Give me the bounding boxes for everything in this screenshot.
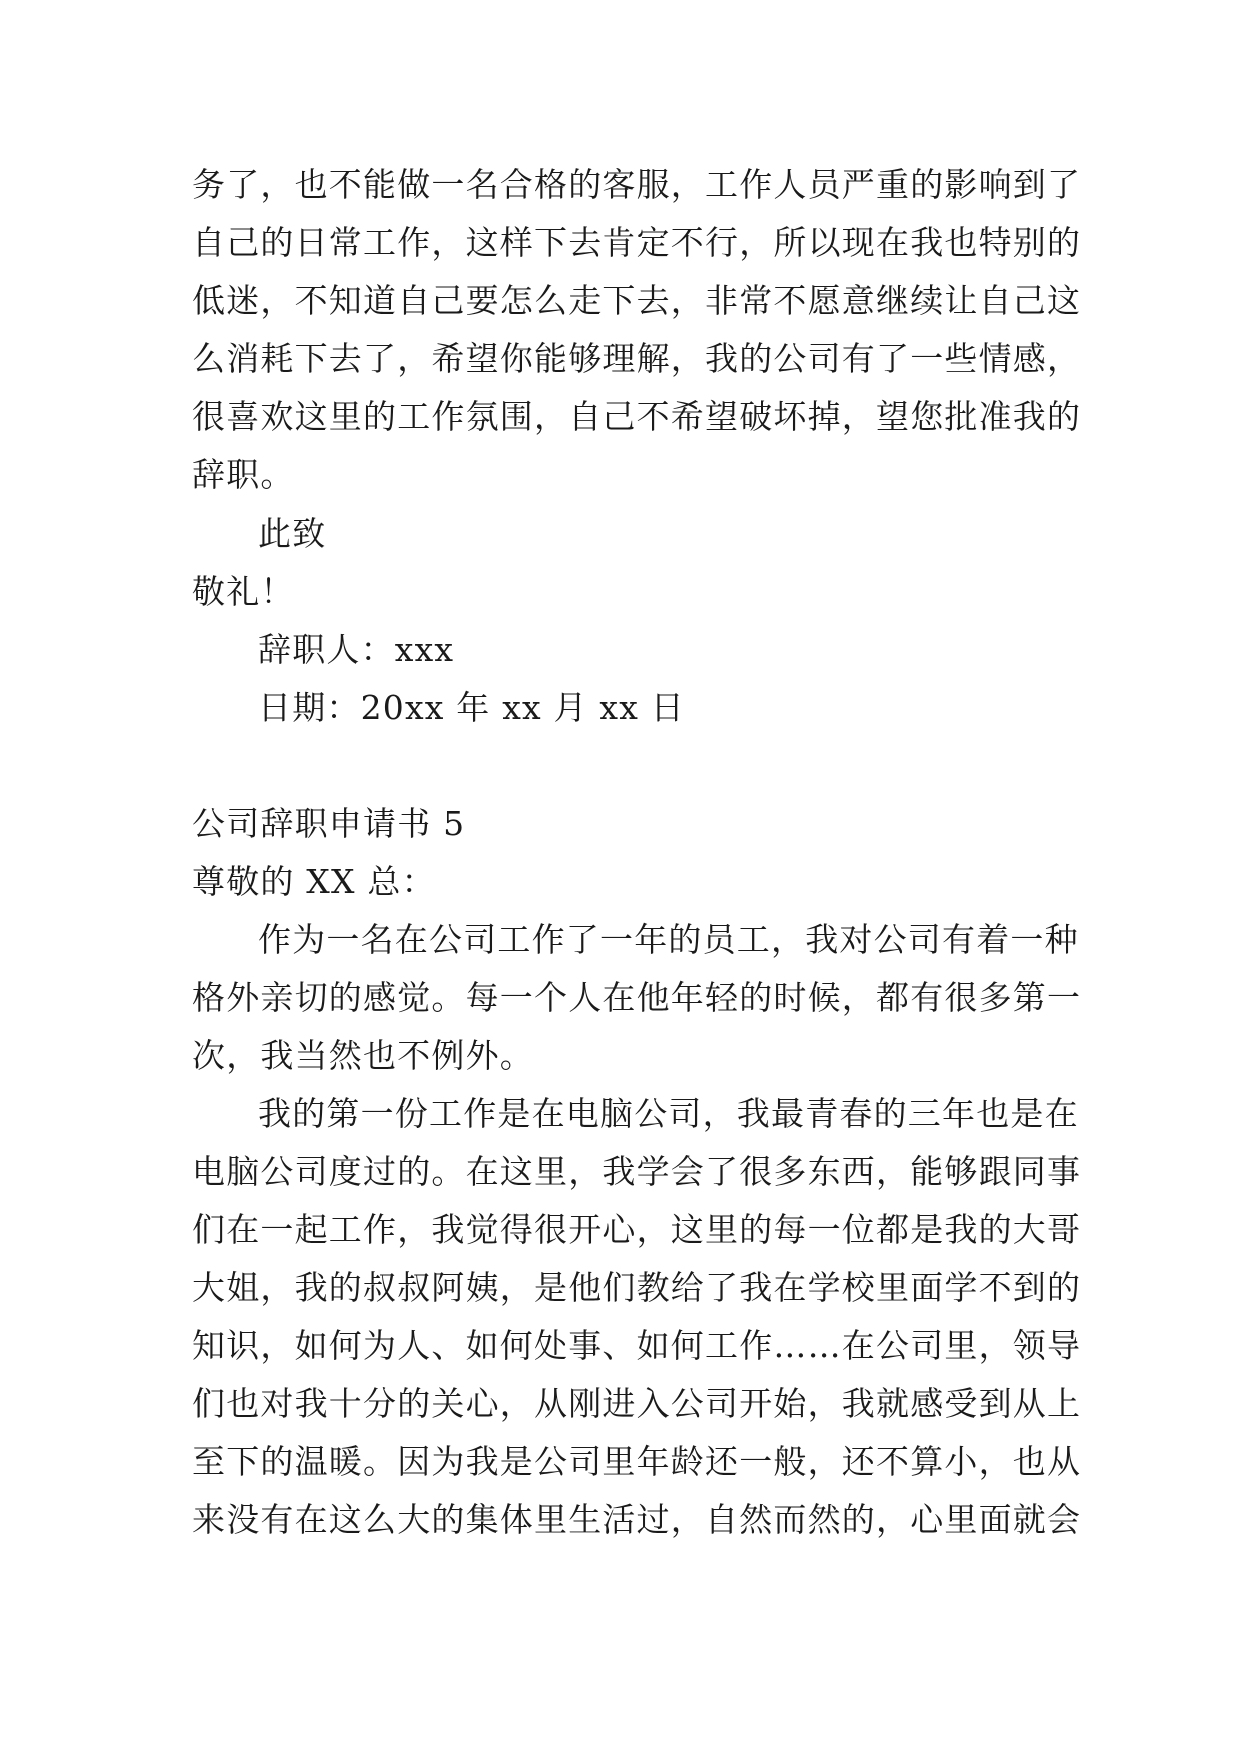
section-title: 公司辞职申请书 5 bbox=[192, 804, 466, 843]
closing-salute: 敬礼！ bbox=[192, 572, 295, 611]
signer-line: 辞职人：xxx bbox=[258, 630, 455, 669]
body-line: 辞职。 bbox=[192, 455, 295, 494]
paragraph-line: 次，我当然也不例外。 bbox=[192, 1036, 534, 1075]
body-line: 很喜欢这里的工作氛围，自己不希望破坏掉，望您批准我的 bbox=[192, 397, 1082, 436]
body-line: 么消耗下去了，希望你能够理解，我的公司有了一些情感， bbox=[192, 339, 1082, 378]
paragraph-line: 作为一名在公司工作了一年的员工，我对公司有着一种 bbox=[258, 920, 1079, 959]
date-line: 日期：20xx 年 xx 月 xx 日 bbox=[258, 688, 685, 727]
paragraph-line: 电脑公司度过的。在这里，我学会了很多东西，能够跟同事 bbox=[192, 1152, 1082, 1191]
paragraph-line: 格外亲切的感觉。每一个人在他年轻的时候，都有很多第一 bbox=[192, 978, 1082, 1017]
paragraph-line: 至下的温暖。因为我是公司里年龄还一般，还不算小，也从 bbox=[192, 1442, 1082, 1481]
paragraph-line: 来没有在这么大的集体里生活过，自然而然的，心里面就会 bbox=[192, 1500, 1082, 1539]
salutation: 尊敬的 XX 总： bbox=[192, 862, 436, 901]
paragraph-line: 知识，如何为人、如何处事、如何工作……在公司里，领导 bbox=[192, 1326, 1082, 1365]
paragraph-line: 大姐，我的叔叔阿姨，是他们教给了我在学校里面学不到的 bbox=[192, 1268, 1082, 1307]
body-line: 自己的日常工作，这样下去肯定不行，所以现在我也特别的 bbox=[192, 223, 1082, 262]
paragraph-line: 我的第一份工作是在电脑公司，我最青春的三年也是在 bbox=[258, 1094, 1079, 1133]
paragraph-line: 们在一起工作，我觉得很开心，这里的每一位都是我的大哥 bbox=[192, 1210, 1082, 1249]
closing-greeting: 此致 bbox=[258, 514, 327, 553]
body-line: 低迷，不知道自己要怎么走下去，非常不愿意继续让自己这 bbox=[192, 281, 1082, 320]
body-line: 务了，也不能做一名合格的客服，工作人员严重的影响到了 bbox=[192, 165, 1082, 204]
paragraph-line: 们也对我十分的关心，从刚进入公司开始，我就感受到从上 bbox=[192, 1384, 1082, 1423]
